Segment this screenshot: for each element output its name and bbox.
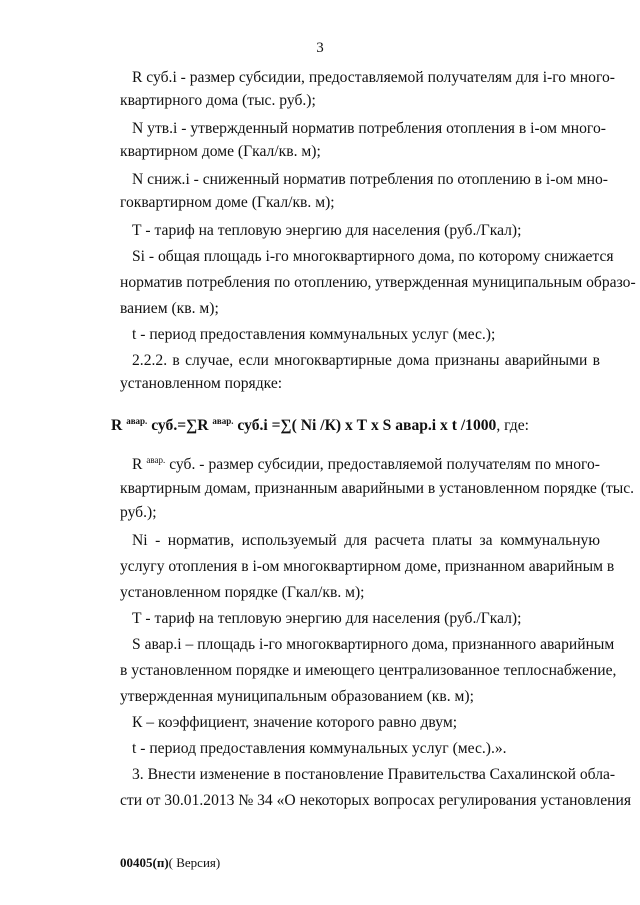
text-line: в установленном порядке и имеющего централизованное теплоснабжение, xyxy=(120,662,617,679)
text-line: установленном порядке: xyxy=(120,375,283,392)
text-line xyxy=(132,455,600,475)
text-line: услугу отопления в i-ом многоквартирном доме, признанном аварийным в xyxy=(120,558,615,575)
text-line: руб.); xyxy=(120,504,157,521)
page-number: 3 xyxy=(316,40,324,56)
text-line: установленном порядке (Гкал/кв. м); xyxy=(120,584,365,601)
text-line: Ni - норматив, используемый для расчета платы за коммунальную xyxy=(132,532,600,549)
text-line: квартирного дома (тыс. руб.); xyxy=(120,92,316,109)
document-version: ( Версия) xyxy=(168,855,221,870)
text-line: R суб.i - размер субсидии, предоставляемой получателям для i-го много- xyxy=(132,69,615,86)
text-line: t - период предоставления коммунальных услуг (мес.); xyxy=(132,326,496,343)
text-fragment: суб. - размер субсидии, предоставляемой получателям по много- xyxy=(165,456,600,473)
document-footer xyxy=(120,855,220,871)
formula xyxy=(0,416,640,436)
formula-suffix: , где: xyxy=(496,417,529,434)
r-symbol: R xyxy=(132,456,147,473)
text-line: квартирным домам, признанным аварийными в установленном порядке (тыс. xyxy=(120,480,635,497)
formula-part: суб.=∑R xyxy=(147,417,213,434)
text-line: ванием (кв. м); xyxy=(120,300,219,317)
text-line: N сниж.i - сниженный норматив потребления по отоплению в i-ом мно- xyxy=(132,171,608,188)
text-line: 3. Внести изменение в постановление Правительства Сахалинской обла- xyxy=(132,766,616,783)
text-line: сти от 30.01.2013 № 34 «О некоторых вопросах регулирования установления xyxy=(120,792,631,809)
text-line: Т - тариф на тепловую энергию для населения (руб./Гкал); xyxy=(132,222,522,239)
formula-superscript: авар. xyxy=(126,416,148,426)
text-line: 2.2.2. в случае, если многоквартирные дома признаны аварийными в xyxy=(132,352,600,369)
formula-r: R xyxy=(111,417,127,434)
text-line: гоквартирном доме (Гкал/кв. м); xyxy=(120,194,335,211)
text-line: Si - общая площадь i-го многоквартирного дома, по которому снижается xyxy=(132,248,614,265)
text-line: норматив потребления по отоплению, утвержденная муниципальным образо- xyxy=(120,274,636,291)
formula-part: суб.i =∑( Ni /К) х Т х S авар.i х t /1000 xyxy=(233,417,497,434)
r-superscript: авар. xyxy=(146,455,166,465)
text-line: t - период предоставления коммунальных услуг (мес.).». xyxy=(132,740,507,757)
text-line: утвержденная муниципальным образованием (кв. м); xyxy=(120,688,474,705)
document-code: 00405(п) xyxy=(120,855,169,870)
text-line: К – коэффициент, значение которого равно двум; xyxy=(132,714,458,731)
text-line: Т - тариф на тепловую энергию для населения (руб./Гкал); xyxy=(132,610,522,627)
text-line: S авар.i – площадь i-го многоквартирного дома, признанного аварийным xyxy=(132,636,615,653)
text-line: N утв.i - утвержденный норматив потребления отопления в i-ом много- xyxy=(132,120,606,137)
formula-superscript: авар. xyxy=(212,416,234,426)
text-line: квартирном доме (Гкал/кв. м); xyxy=(120,143,321,160)
